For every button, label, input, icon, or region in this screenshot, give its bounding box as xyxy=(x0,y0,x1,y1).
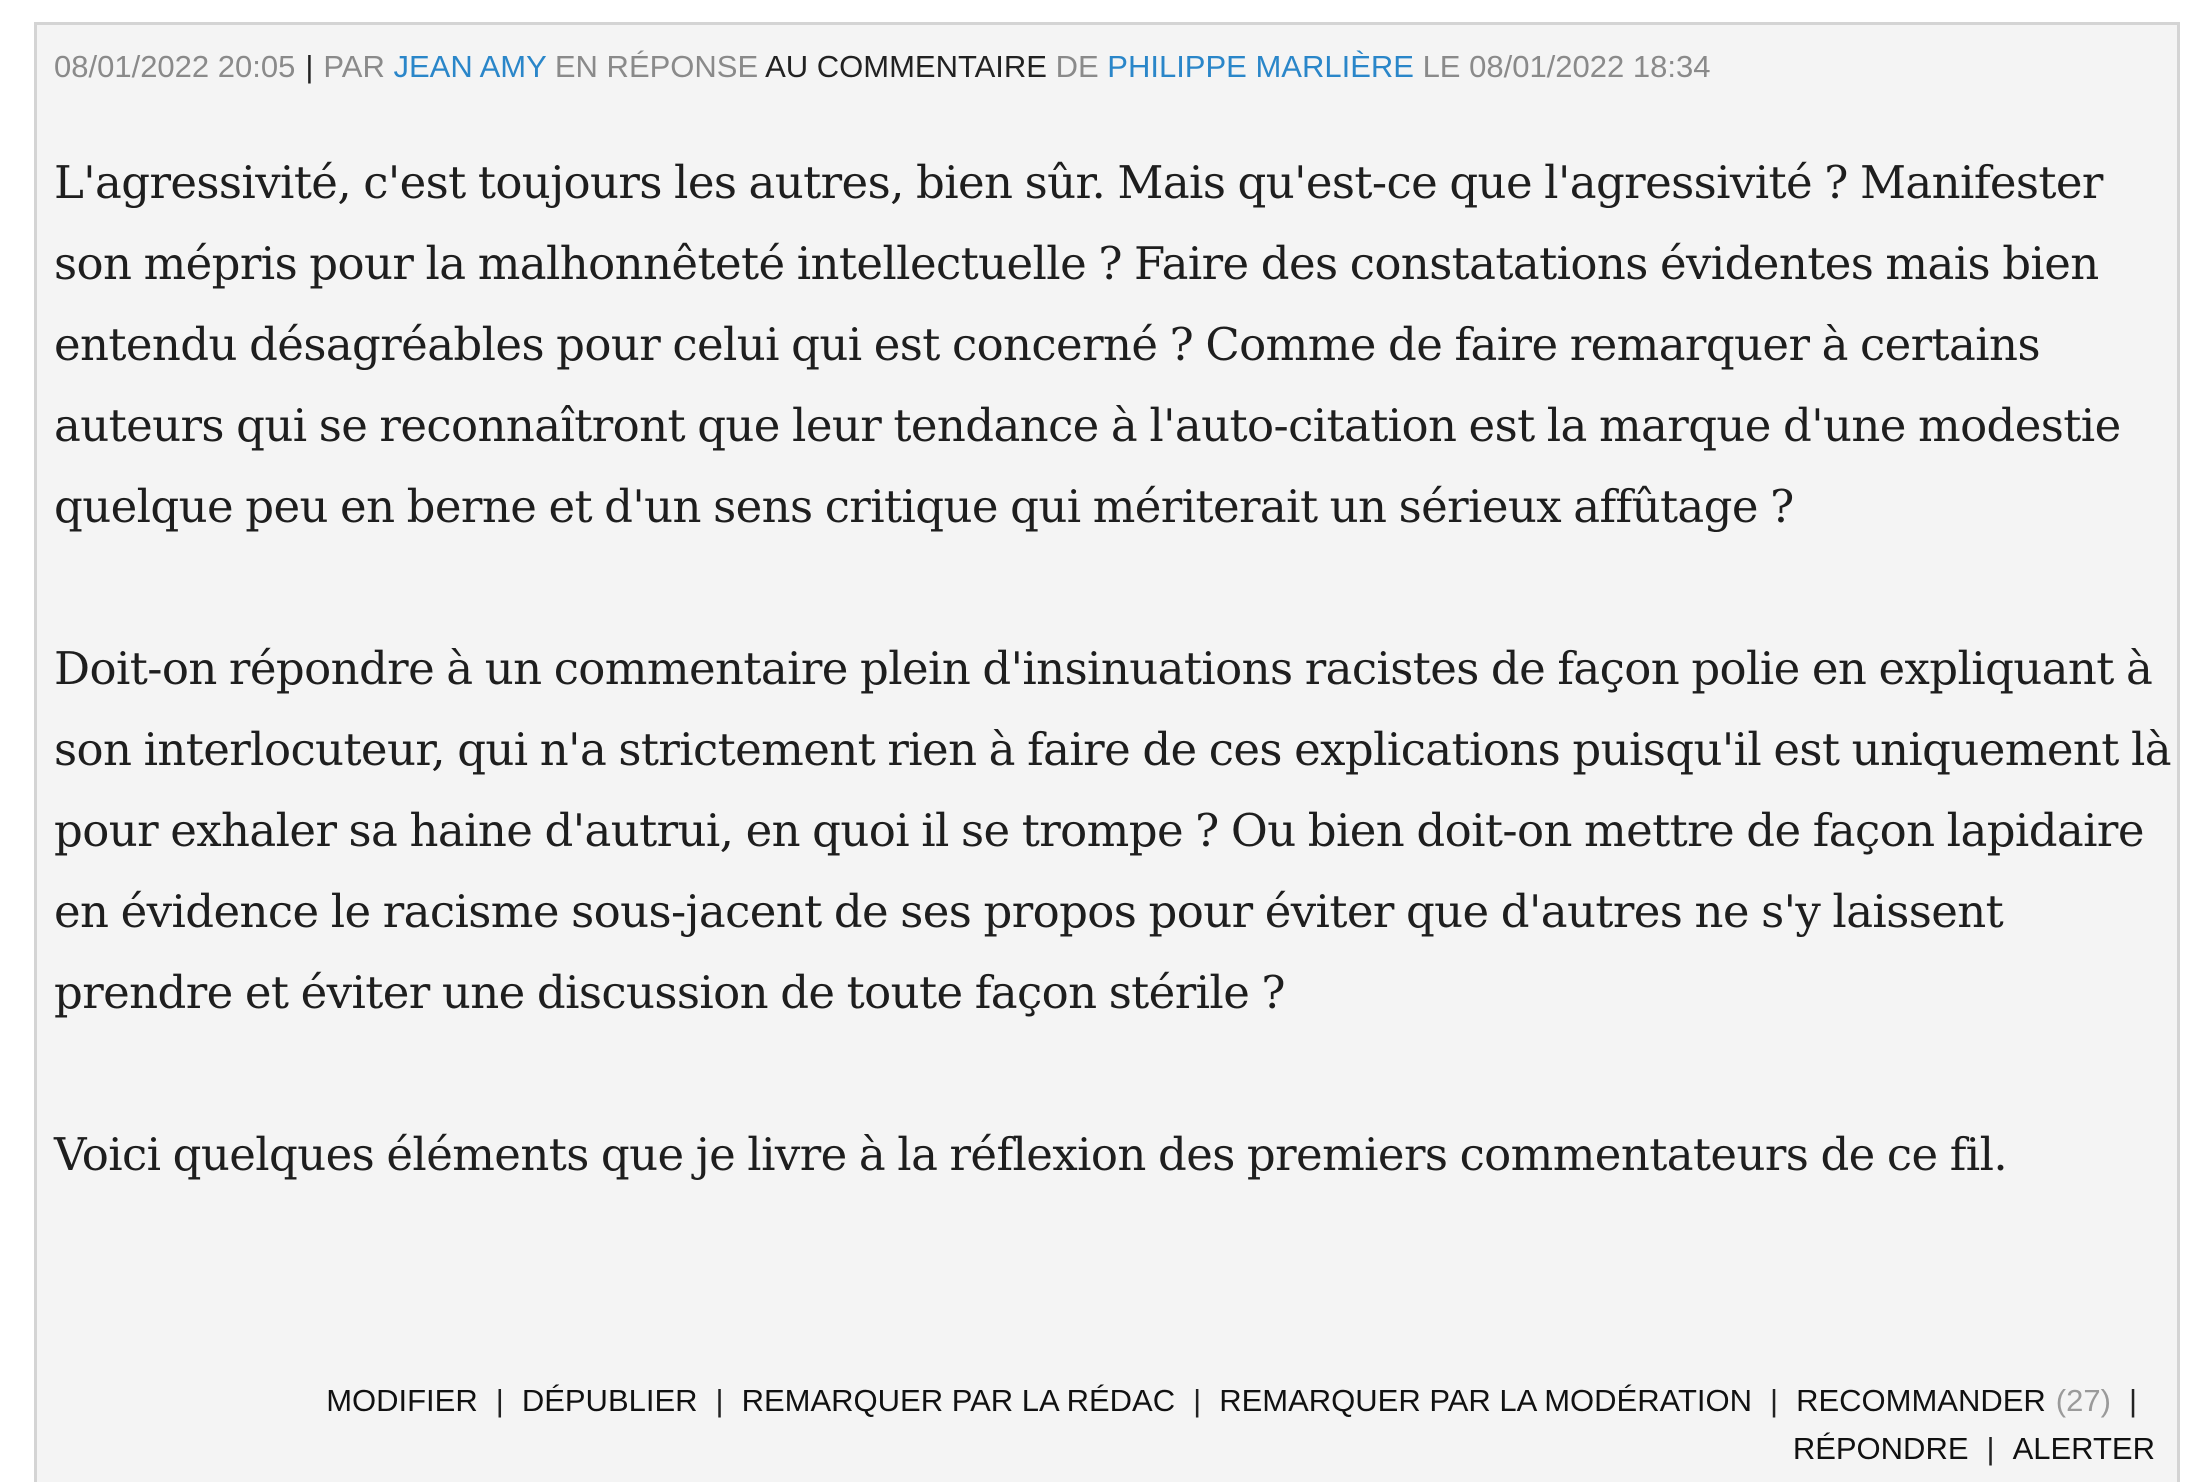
action-separator: | xyxy=(1986,1431,1995,1466)
meta-separator: | xyxy=(305,49,314,84)
action-separator: | xyxy=(2128,1383,2137,1418)
action-separator: | xyxy=(1770,1383,1779,1418)
unpublish-link[interactable]: DÉPUBLIER xyxy=(521,1383,698,1418)
action-separator: | xyxy=(715,1383,724,1418)
recommend-link[interactable]: RECOMMANDER xyxy=(1796,1383,2046,1418)
modify-link[interactable]: MODIFIER xyxy=(326,1383,478,1418)
parent-author-link[interactable]: PHILIPPE MARLIÈRE xyxy=(1107,49,1414,84)
comment-paragraph: Doit-on répondre à un commentaire plein d'insinuations racistes de façon polie en expliquant à son interlocuteur, qui n'a strictement rien à faire de ces explications puisqu'il est uniquement là pour exhaler sa haine d'autrui, en quoi il se trompe ? Ou bien doit-on mettre de façon lapidaire en évidence le racisme sous-jacent de ses propos pour éviter que d'autres ne s'y laissent prendre et éviter une discussion de toute façon stérile ? xyxy=(54,642,2171,1019)
author-link[interactable]: JEAN AMY xyxy=(393,49,547,84)
actions-row-1 xyxy=(95,1377,2155,1425)
comment-actions xyxy=(95,1377,2155,1473)
comment-paragraph: Voici quelques éléments que je livre à la réflexion des premiers commentateurs de ce fil. xyxy=(54,1128,2008,1181)
comment-meta xyxy=(54,47,1710,87)
comment-card xyxy=(34,22,2180,1482)
comment-body xyxy=(54,142,2176,1276)
highlight-moderation-link[interactable]: REMARQUER PAR LA MODÉRATION xyxy=(1219,1383,1752,1418)
action-separator: | xyxy=(1193,1383,1202,1418)
action-separator: | xyxy=(495,1383,504,1418)
highlight-editorial-link[interactable]: REMARQUER PAR LA RÉDAC xyxy=(741,1383,1176,1418)
parent-datetime: 08/01/2022 18:34 xyxy=(1469,49,1711,84)
reply-link[interactable]: RÉPONDRE xyxy=(1792,1431,1969,1466)
in-reply-label: EN RÉPONSE xyxy=(554,49,759,84)
recommend-count: (27) xyxy=(2055,1383,2111,1418)
comment-datetime: 08/01/2022 20:05 xyxy=(54,49,296,84)
on-label: LE xyxy=(1422,49,1461,84)
by-label: PAR xyxy=(323,49,385,84)
parent-comment-link[interactable]: AU COMMENTAIRE xyxy=(765,49,1047,84)
comment-paragraph: L'agressivité, c'est toujours les autres, bien sûr. Mais qu'est-ce que l'agressivité ? Manifester son mépris pour la malhonnêteté intellectuelle ? Faire des constatations évidentes mais bien entendu désagréables pour celui qui est concerné ? Comme de faire remarquer à certains auteurs qui se reconnaîtront que leur tendance à l'auto-citation est la marque d'une modestie quelque peu en berne et d'un sens critique qui mériterait un sérieux affûtage ? xyxy=(54,156,2121,533)
of-label: DE xyxy=(1055,49,1099,84)
report-link[interactable]: ALERTER xyxy=(2012,1431,2155,1466)
